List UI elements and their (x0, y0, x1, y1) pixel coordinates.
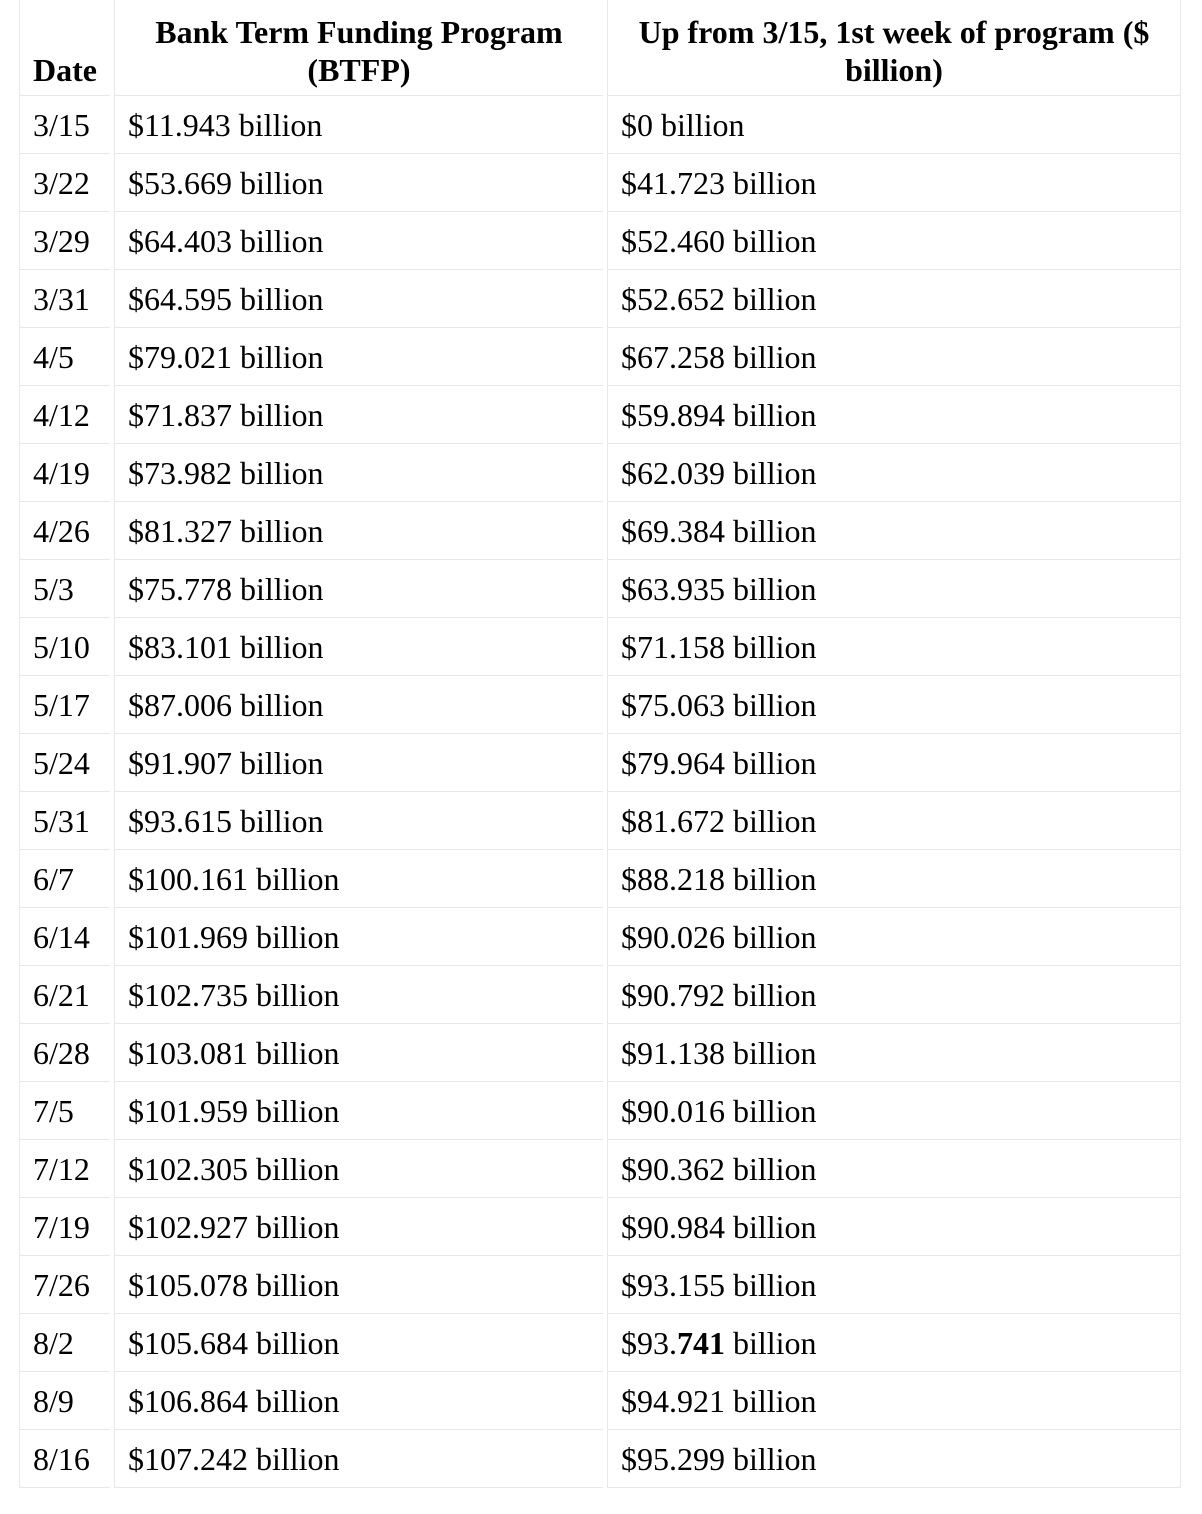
table-row (19, 1314, 1181, 1372)
up-cell: $94.921 billion (607, 1372, 1181, 1430)
btfp-cell: $100.161 billion (114, 850, 603, 908)
table-row (19, 1082, 1181, 1140)
col-header-up-line1: Up from 3/15, 1st week of program ($ (638, 14, 1150, 50)
btfp-cell: $101.969 billion (114, 908, 603, 966)
up-cell (607, 1314, 1181, 1372)
up-cell: $62.039 billion (607, 444, 1181, 502)
date-cell: 3/22 (19, 154, 110, 212)
up-cell: $52.652 billion (607, 270, 1181, 328)
table-body (19, 96, 1181, 1488)
date-cell: 5/10 (19, 618, 110, 676)
col-header-btfp-line1: Bank Term Funding Program (155, 14, 563, 50)
table-row (19, 270, 1181, 328)
date-cell: 8/16 (19, 1430, 110, 1488)
date-cell: 8/2 (19, 1314, 110, 1372)
up-cell: $95.299 billion (607, 1430, 1181, 1488)
date-cell: 3/15 (19, 96, 110, 154)
btfp-cell: $83.101 billion (114, 618, 603, 676)
date-cell: 7/5 (19, 1082, 110, 1140)
up-value-bold: 741 (676, 1325, 725, 1361)
date-cell: 7/26 (19, 1256, 110, 1314)
table-row (19, 96, 1181, 154)
up-cell: $90.362 billion (607, 1140, 1181, 1198)
btfp-table (15, 0, 1185, 1488)
date-cell: 4/19 (19, 444, 110, 502)
btfp-cell: $107.242 billion (114, 1430, 603, 1488)
table-row (19, 966, 1181, 1024)
date-cell: 5/3 (19, 560, 110, 618)
btfp-cell: $102.735 billion (114, 966, 603, 1024)
date-cell: 6/14 (19, 908, 110, 966)
date-cell: 7/19 (19, 1198, 110, 1256)
date-cell: 6/7 (19, 850, 110, 908)
table-row (19, 1430, 1181, 1488)
date-cell: 5/24 (19, 734, 110, 792)
btfp-cell: $87.006 billion (114, 676, 603, 734)
table-row (19, 154, 1181, 212)
btfp-cell: $64.403 billion (114, 212, 603, 270)
date-cell: 4/12 (19, 386, 110, 444)
table-row (19, 328, 1181, 386)
date-cell: 6/21 (19, 966, 110, 1024)
table-row (19, 908, 1181, 966)
up-cell: $88.218 billion (607, 850, 1181, 908)
col-header-up-line2: billion) (845, 52, 943, 88)
up-cell: $79.964 billion (607, 734, 1181, 792)
btfp-cell: $102.305 billion (114, 1140, 603, 1198)
date-cell: 3/29 (19, 212, 110, 270)
up-cell: $90.984 billion (607, 1198, 1181, 1256)
col-header-btfp (114, 0, 603, 96)
up-cell: $52.460 billion (607, 212, 1181, 270)
btfp-cell: $71.837 billion (114, 386, 603, 444)
btfp-cell: $53.669 billion (114, 154, 603, 212)
up-cell: $63.935 billion (607, 560, 1181, 618)
table-row (19, 1256, 1181, 1314)
btfp-cell: $103.081 billion (114, 1024, 603, 1082)
btfp-cell: $105.078 billion (114, 1256, 603, 1314)
date-cell: 3/31 (19, 270, 110, 328)
btfp-cell: $102.927 billion (114, 1198, 603, 1256)
up-cell: $90.026 billion (607, 908, 1181, 966)
table-row (19, 1024, 1181, 1082)
btfp-cell: $75.778 billion (114, 560, 603, 618)
up-cell: $81.672 billion (607, 792, 1181, 850)
table-row (19, 1140, 1181, 1198)
up-cell: $59.894 billion (607, 386, 1181, 444)
btfp-cell: $11.943 billion (114, 96, 603, 154)
table-row (19, 792, 1181, 850)
table-row (19, 212, 1181, 270)
up-cell: $75.063 billion (607, 676, 1181, 734)
btfp-cell: $79.021 billion (114, 328, 603, 386)
btfp-cell: $101.959 billion (114, 1082, 603, 1140)
btfp-cell: $93.615 billion (114, 792, 603, 850)
date-cell: 4/26 (19, 502, 110, 560)
table-row (19, 386, 1181, 444)
date-cell: 5/31 (19, 792, 110, 850)
date-cell: 4/5 (19, 328, 110, 386)
table-row (19, 1372, 1181, 1430)
col-header-date: Date (19, 0, 110, 96)
up-cell: $67.258 billion (607, 328, 1181, 386)
btfp-cell: $64.595 billion (114, 270, 603, 328)
col-header-btfp-line2: (BTFP) (307, 52, 411, 88)
up-cell: $93.155 billion (607, 1256, 1181, 1314)
up-cell: $71.158 billion (607, 618, 1181, 676)
table-row (19, 734, 1181, 792)
btfp-cell: $106.864 billion (114, 1372, 603, 1430)
up-cell: $0 billion (607, 96, 1181, 154)
up-cell: $90.016 billion (607, 1082, 1181, 1140)
up-value-prefix: $93. (620, 1325, 677, 1361)
date-cell: 5/17 (19, 676, 110, 734)
up-cell: $69.384 billion (607, 502, 1181, 560)
header-row (19, 0, 1181, 96)
up-cell: $91.138 billion (607, 1024, 1181, 1082)
col-header-up (607, 0, 1181, 96)
table-row (19, 676, 1181, 734)
table-row (19, 502, 1181, 560)
up-value-suffix: billion (724, 1325, 817, 1361)
date-cell: 7/12 (19, 1140, 110, 1198)
table-row (19, 850, 1181, 908)
table-row (19, 560, 1181, 618)
btfp-cell: $81.327 billion (114, 502, 603, 560)
up-cell: $41.723 billion (607, 154, 1181, 212)
date-cell: 6/28 (19, 1024, 110, 1082)
up-cell: $90.792 billion (607, 966, 1181, 1024)
btfp-cell: $91.907 billion (114, 734, 603, 792)
btfp-cell: $73.982 billion (114, 444, 603, 502)
table-row (19, 1198, 1181, 1256)
table-row (19, 444, 1181, 502)
btfp-cell: $105.684 billion (114, 1314, 603, 1372)
date-cell: 8/9 (19, 1372, 110, 1430)
table-row (19, 618, 1181, 676)
